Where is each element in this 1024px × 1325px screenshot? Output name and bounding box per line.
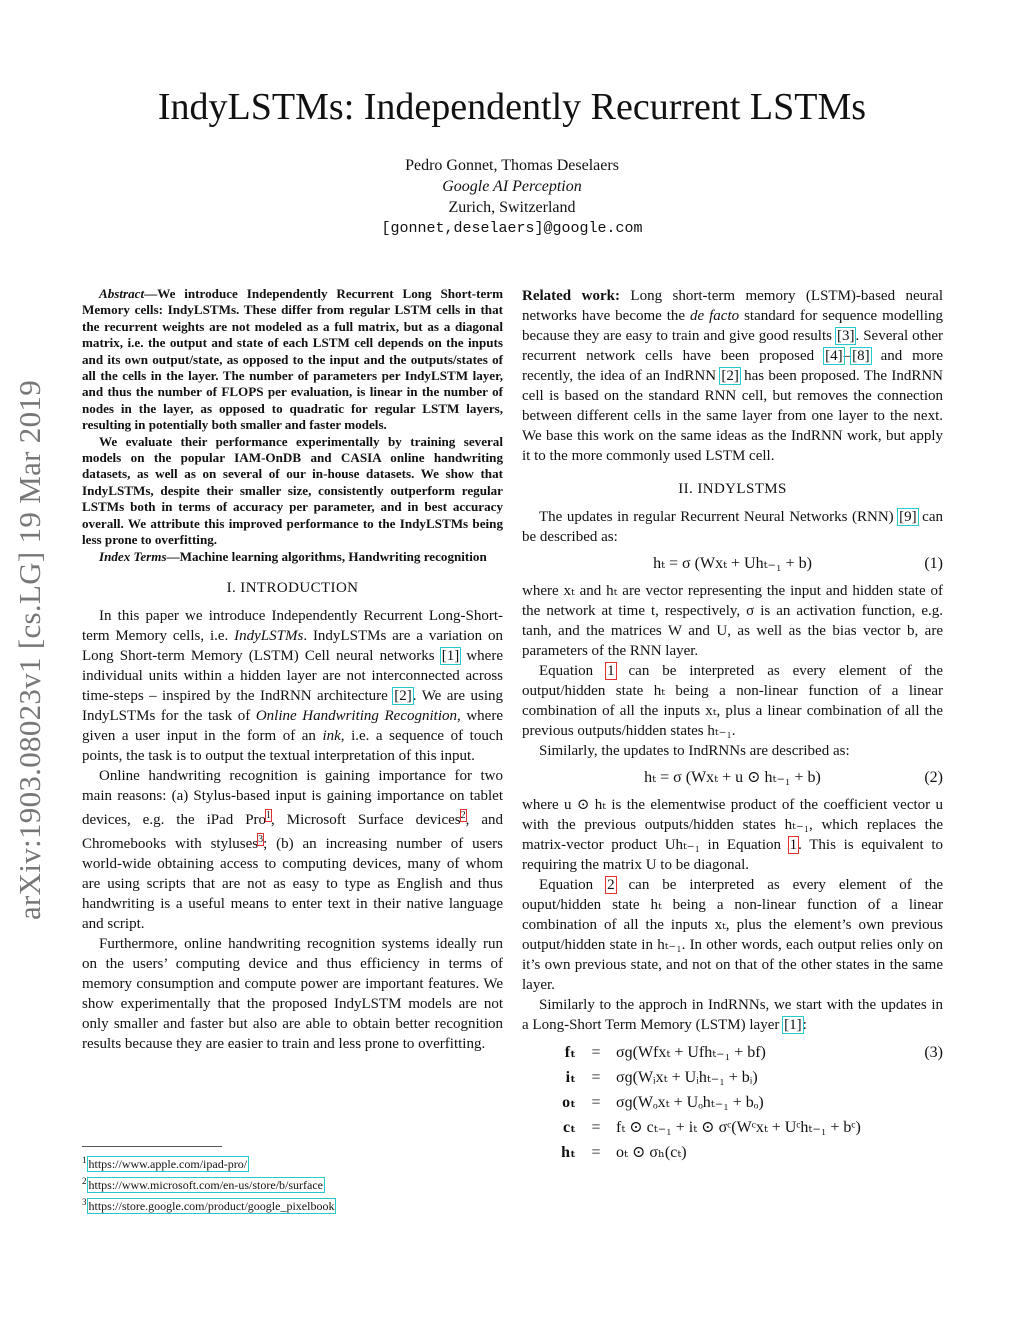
author-names: Pedro Gonnet, Thomas Deselaers [405, 157, 619, 174]
equation-number: (2) [924, 769, 943, 786]
abstract-text-2: We evaluate their performance experimentally by training several models on the popular IAM-OnDB and CASIA online handwriting datasets, as well as on several of our in-house datasets. We show that IndyLSTMs, despite their smaller size, consistently outperform regular LSTMs both in terms of accuracy per parameter, and in best accuracy overall. We attribute this improved performance to the IndyLSTMs being less prone to overfitting. [82, 433, 503, 548]
section-heading-indylstms: II. INDYLSTMS [678, 481, 787, 497]
citation-link[interactable]: [3] [836, 328, 855, 344]
location: Zurich, Switzerland [448, 199, 576, 216]
citation-link[interactable]: [2] [721, 368, 739, 384]
right-column [522, 286, 943, 1164]
indrnn-intro: Similarly, the updates to IndRNNs are described as: [539, 743, 850, 759]
index-terms-text: —Machine learning algorithms, Handwriting recognition [166, 548, 487, 564]
paper-title: IndyLSTMs: Independently Recurrent LSTMs [157, 86, 867, 128]
intro-paragraph-3: Furthermore, online handwriting recognition systems ideally run on the users’ computing device and thus efficiency in terms of memory consumption and compute power are important features. We show experimentally that the proposed IndyLSTM models are not only smaller and faster but also are able to obtain better recognition results because they are easier to train and less prone to overfitting. [82, 935, 503, 1052]
intro-paragraph-1: In this paper we introduce Independently Recurrent Long-Short-term Memory cells, i.e. IndyLSTMs. IndyLSTMs are a variation on Long Short-term Memory (LSTM) Cell neural networks [1] where individual units within a hidden layer are not interconnected across time-steps – inspired by the IndRNN architecture [2]. We are using IndyLSTMs for the task of Online Handwriting Recognition, where given a user input in the form of an ink, i.e. a sequence of touch points, the task is to output the textual interpretation of this input. [82, 607, 503, 764]
citation-link[interactable]: [2] [394, 687, 412, 704]
footnote-rule [82, 1146, 222, 1147]
equation-link[interactable]: 1 [607, 663, 615, 679]
citation-link[interactable]: [9] [899, 509, 917, 525]
footnote-link[interactable]: 2 [460, 809, 466, 821]
lstm-intro: Similarly to the approch in IndRNNs, we start with the updates in a Long-Short Term Memory (LSTM) layer [1]: [522, 997, 943, 1033]
footnote-url[interactable]: https://www.microsoft.com/en-us/store/b/surface [88, 1178, 324, 1192]
equation-number: (3) [924, 1044, 943, 1061]
citation-link[interactable]: [1] [784, 1017, 802, 1033]
citation-link[interactable]: [4] [825, 348, 843, 364]
abstract-text: —We introduce Independently Recurrent Long Short-term Memory cells: IndyLSTMs. These differ from regular LSTM cells in that the recurrent weights are not modeled as a full matrix, but as a diagonal matrix, i.e. the output and state of each LSTM cell depends on the inputs and its own output/state, as opposed to the input and the outputs/states of all the cells in the layer. The number of parameters per IndyLSTM layer, and thus the number of FLOPS per evaluation, is linear in the number of nodes in the layer, as opposed to quadratic for regular LSTM layers, resulting in potentially both smaller and faster models. [82, 286, 503, 433]
footnotes [82, 1152, 503, 1215]
left-column [82, 286, 503, 1054]
footnote: $^3$ https://store.google.com/product/google_pixelbook [82, 1197, 335, 1213]
footnote: $^1$ https://www.apple.com/ipad-pro/ [82, 1155, 248, 1171]
citation-link[interactable]: [1] [441, 647, 460, 664]
equation-2-interpretation: Equation 2 can be interpreted as every element of the ouput/hidden state hₜ being a non-linear function of a linear combination of all the inputs xₜ, plus the element’s own previous output/hidden state in hₜ₋₁. In other words, each output relies only on it’s own previous state, and not on that of the other states in the same layer. [522, 877, 943, 993]
equation-number: (1) [924, 555, 943, 572]
rnn-paragraph: The updates in regular Recurrent Neural Networks (RNN) [9] can be described as: [522, 509, 943, 545]
abstract-label: Abstract [99, 286, 145, 301]
index-terms-label: Index Terms [99, 548, 167, 564]
footnote-url[interactable]: https://www.apple.com/ipad-pro/ [88, 1157, 248, 1171]
equation-2: hₜ = σ (Wxₜ + u ⊙ hₜ₋₁ + b) (2) [522, 761, 943, 795]
author-block [0, 155, 1024, 239]
email: [gonnet,deselaers]@google.com [381, 220, 643, 237]
footnote: $^2$ https://www.microsoft.com/en-us/store/b/surface [82, 1176, 324, 1192]
equation-link[interactable]: 2 [607, 877, 615, 893]
footnote-url[interactable]: https://store.google.com/product/google_pixelbook [88, 1199, 335, 1213]
arxiv-id: arXiv:1903.08023v1 [cs.LG] 19 Mar 2019 [12, 379, 47, 921]
related-work-paragraph: Related work: Long short-term memory (LSTM)-based neural networks have become the de facto standard for sequence modelling because they are easy to train and give good results [3]. Several other recurrent network cells have been proposed [4]–[8] and more recently, the idea of an IndRNN [2] has been proposed. The IndRNN cell is based on the standard RNN cell, but removes the connection between different cells in the same layer from one layer to the next. We base this work on the same ideas as the IndRNN work, but apply it to the more commonly used LSTM cell. [522, 288, 943, 464]
equation-link[interactable]: 1 [789, 837, 798, 853]
citation-link[interactable]: [8] [852, 348, 870, 364]
intro-paragraph-2: Online handwriting recognition is gaining importance for two main reasons: (a) Stylus-based input is gaining importance on tablet devices, e.g. the iPad Pro$^1$, Microsoft Surface devices$^2$, and Chromebooks with styluses$^3$; (b) an increasing number of users world-wide obtaining access to computing devices, many of whom are using scripts that are not as easy to type as English and thus handwriting is a useful means to enter text in their native language and script. [82, 767, 503, 932]
arxiv-sidebar [10, 350, 50, 950]
affiliation: Google AI Perception [442, 178, 582, 195]
footnote-link[interactable]: 1 [266, 809, 272, 821]
section-heading-introduction: I. INTRODUCTION [226, 579, 359, 596]
equation-3: fₜ = σɡ(Wfxₜ + Ufhₜ₋₁ + bf) (3) iₜ = σɡ(Wᵢxₜ + Uᵢhₜ₋₁ + bᵢ) oₜ = σɡ(Wₒxₜ + Uₒhₜ₋₁ + bₒ) cₜ = fₜ ⊙ cₜ₋₁ + iₜ ⊙ σᶜ(Wᶜxₜ + Uᶜhₜ₋₁ + bᶜ) hₜ = oₜ ⊙ σₕ(cₜ) [522, 1041, 943, 1164]
rnn-explanation: where xₜ and hₜ are vector representing the input and hidden state of the network at time t, respectively, σ is an activation function, e.g. tanh, and the matrices W and U, as well as the bias vector b, are parameters of the RNN layer. [522, 583, 943, 659]
indrnn-explanation: where u ⊙ hₜ is the elementwise product of the coefficient vector u with the previous outputs/hidden states hₜ₋₁, which replaces the matrix-vector product Uhₜ₋₁ in Equation 1. This is equivalent to requiring the matrix U to be diagonal. [522, 797, 944, 873]
equation-1-interpretation: Equation 1 can be interpreted as every element of the output/hidden state hₜ being a non-linear function of a linear combination of all the inputs xₜ, plus a linear combination of all the previous outputs/hidden states hₜ₋₁. [522, 663, 943, 739]
equation-1: hₜ = σ (Wxₜ + Uhₜ₋₁ + b) (1) [522, 547, 943, 581]
abstract [82, 286, 503, 565]
footnote-link[interactable]: 3 [258, 833, 264, 845]
